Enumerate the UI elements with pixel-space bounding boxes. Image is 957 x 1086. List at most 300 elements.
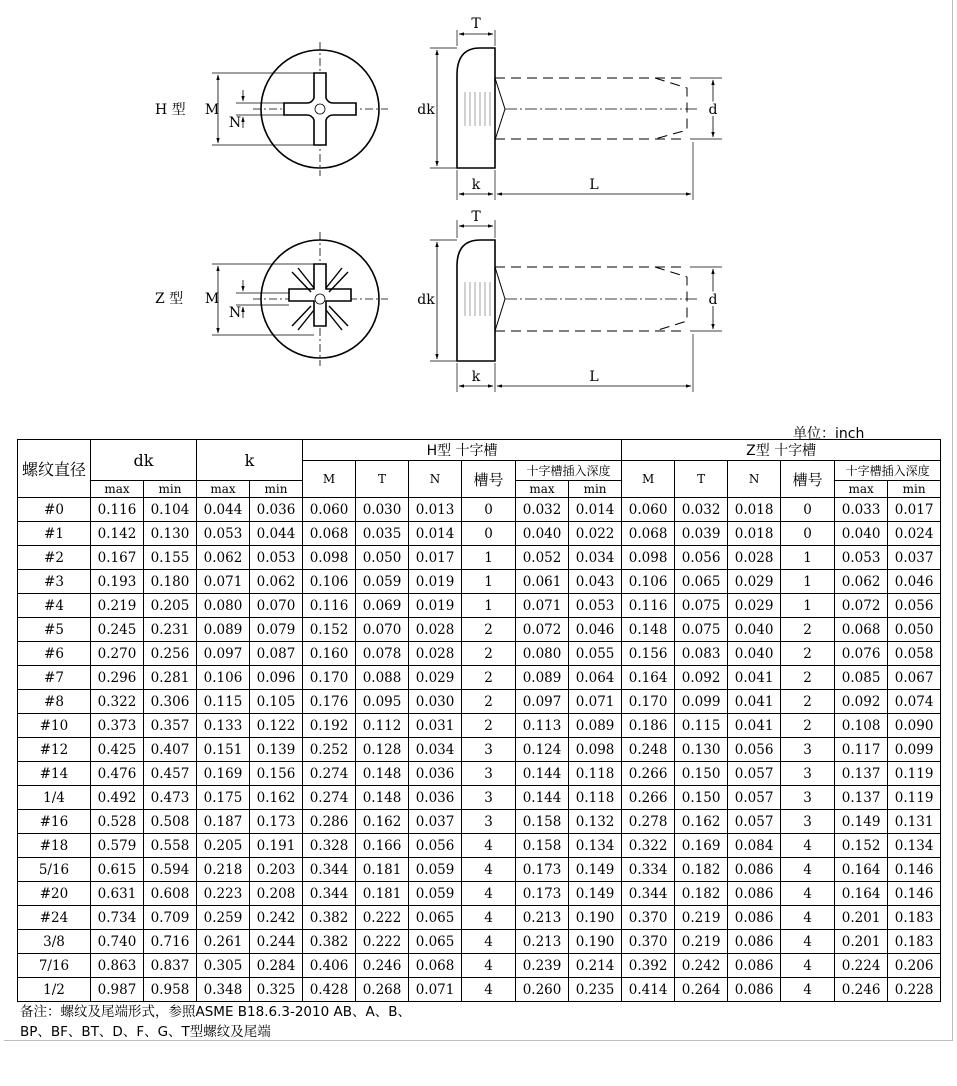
table-cell: 0.261 bbox=[197, 930, 250, 954]
table-row bbox=[18, 762, 941, 786]
table-cell: 0.115 bbox=[675, 714, 728, 738]
table-cell: 0.149 bbox=[835, 810, 888, 834]
table-cell: 0.040 bbox=[835, 522, 888, 546]
table-cell: 0.348 bbox=[197, 978, 250, 1002]
table-cell: 4 bbox=[781, 906, 835, 930]
table-cell: 0.244 bbox=[250, 930, 303, 954]
table-cell: 0.208 bbox=[250, 882, 303, 906]
table-cell: 1 bbox=[781, 546, 835, 570]
table-cell: 0.076 bbox=[835, 642, 888, 666]
table-cell: 4 bbox=[462, 906, 516, 930]
table-cell: 0 bbox=[462, 498, 516, 522]
table-cell: 0.615 bbox=[91, 858, 144, 882]
table-cell: 0.170 bbox=[303, 666, 356, 690]
header-dk-max: max bbox=[91, 481, 144, 498]
table-cell: 0.131 bbox=[888, 810, 941, 834]
table-cell: 0.328 bbox=[303, 834, 356, 858]
table-cell: 4 bbox=[781, 930, 835, 954]
table-cell: 0.118 bbox=[569, 786, 622, 810]
table-cell: 0.053 bbox=[569, 594, 622, 618]
table-cell: 0.218 bbox=[197, 858, 250, 882]
table-cell: 0.065 bbox=[675, 570, 728, 594]
table-row bbox=[18, 810, 941, 834]
table-cell: 0.029 bbox=[728, 594, 781, 618]
table-cell: 0.219 bbox=[675, 906, 728, 930]
table-cell: 0.344 bbox=[622, 882, 675, 906]
table-cell: 0.124 bbox=[516, 738, 569, 762]
table-cell: #8 bbox=[18, 690, 91, 714]
table-cell: 0.062 bbox=[250, 570, 303, 594]
table-cell: 0.014 bbox=[569, 498, 622, 522]
table-cell: 0.067 bbox=[888, 666, 941, 690]
header-k-max: max bbox=[197, 481, 250, 498]
table-cell: 0.958 bbox=[144, 978, 197, 1002]
dim-N-z: N bbox=[228, 305, 242, 321]
table-cell: 0.034 bbox=[569, 546, 622, 570]
table-cell: 0.068 bbox=[409, 954, 462, 978]
table-cell: 0.119 bbox=[888, 786, 941, 810]
table-cell: 0.183 bbox=[888, 906, 941, 930]
table-cell: 0.041 bbox=[728, 690, 781, 714]
table-cell: #18 bbox=[18, 834, 91, 858]
table-cell: 0.528 bbox=[91, 810, 144, 834]
table-cell: 4 bbox=[462, 834, 516, 858]
dim-M-h: M bbox=[204, 102, 220, 118]
table-cell: 0.037 bbox=[888, 546, 941, 570]
table-cell: 0.105 bbox=[250, 690, 303, 714]
table-cell: 0.036 bbox=[409, 786, 462, 810]
table-cell: 0.164 bbox=[622, 666, 675, 690]
table-cell: #3 bbox=[18, 570, 91, 594]
header-z-depth: 十字槽插入深度 bbox=[835, 461, 941, 481]
table-cell: 0.098 bbox=[303, 546, 356, 570]
header-h-depth-min: min bbox=[569, 481, 622, 498]
table-cell: 0.116 bbox=[303, 594, 356, 618]
table-cell: 0.052 bbox=[516, 546, 569, 570]
h-type-label: H 型 bbox=[155, 102, 186, 118]
table-cell: 0.079 bbox=[250, 618, 303, 642]
table-cell: 0.037 bbox=[409, 810, 462, 834]
table-cell: 1/2 bbox=[18, 978, 91, 1002]
table-cell: 1 bbox=[462, 546, 516, 570]
table-cell: 0.344 bbox=[303, 858, 356, 882]
table-cell: 0.060 bbox=[303, 498, 356, 522]
table-cell: 0.065 bbox=[409, 906, 462, 930]
table-cell: 0.166 bbox=[356, 834, 409, 858]
table-cell: 0.274 bbox=[303, 786, 356, 810]
table-cell: 0.206 bbox=[888, 954, 941, 978]
header-z-N: N bbox=[728, 461, 781, 498]
table-cell: 0.044 bbox=[250, 522, 303, 546]
table-row bbox=[18, 570, 941, 594]
header-k: k bbox=[197, 440, 303, 481]
table-row bbox=[18, 594, 941, 618]
table-cell: 0.089 bbox=[569, 714, 622, 738]
table-cell: #4 bbox=[18, 594, 91, 618]
table-cell: 7/16 bbox=[18, 954, 91, 978]
table-cell: 0.071 bbox=[516, 594, 569, 618]
table-cell: 0.118 bbox=[569, 762, 622, 786]
table-cell: 0.414 bbox=[622, 978, 675, 1002]
table-cell: 0.083 bbox=[675, 642, 728, 666]
table-cell: #0 bbox=[18, 498, 91, 522]
table-row bbox=[18, 738, 941, 762]
table-cell: 0.201 bbox=[835, 906, 888, 930]
table-cell: 0.071 bbox=[569, 690, 622, 714]
table-cell: 0.837 bbox=[144, 954, 197, 978]
table-cell: 0.235 bbox=[569, 978, 622, 1002]
h-type-side-view bbox=[417, 16, 722, 200]
table-cell: 0.508 bbox=[144, 810, 197, 834]
table-cell: 4 bbox=[781, 882, 835, 906]
table-cell: 0.252 bbox=[303, 738, 356, 762]
table-row bbox=[18, 978, 941, 1002]
table-cell: 1 bbox=[781, 570, 835, 594]
table-cell: 4 bbox=[781, 834, 835, 858]
table-cell: 0.242 bbox=[250, 906, 303, 930]
table-cell: 0.156 bbox=[250, 762, 303, 786]
table-cell: 0.457 bbox=[144, 762, 197, 786]
table-cell: 0.709 bbox=[144, 906, 197, 930]
table-cell: 3/8 bbox=[18, 930, 91, 954]
table-cell: 0.090 bbox=[888, 714, 941, 738]
table-cell: 0.014 bbox=[409, 522, 462, 546]
table-cell: 0.061 bbox=[516, 570, 569, 594]
table-cell: 0.382 bbox=[303, 906, 356, 930]
table-cell: 0.148 bbox=[622, 618, 675, 642]
table-cell: 0.608 bbox=[144, 882, 197, 906]
table-cell: 0.162 bbox=[675, 810, 728, 834]
table-row bbox=[18, 906, 941, 930]
table-cell: 0.128 bbox=[356, 738, 409, 762]
table-cell: 0.305 bbox=[197, 954, 250, 978]
table-cell: 0.134 bbox=[888, 834, 941, 858]
table-cell: 0.150 bbox=[675, 786, 728, 810]
table-cell: 0.070 bbox=[250, 594, 303, 618]
table-cell: 0.036 bbox=[250, 498, 303, 522]
table-cell: #7 bbox=[18, 666, 91, 690]
table-cell: 0.029 bbox=[728, 570, 781, 594]
table-cell: 0.097 bbox=[197, 642, 250, 666]
table-cell: 0.133 bbox=[197, 714, 250, 738]
table-cell: 3 bbox=[781, 810, 835, 834]
table-cell: 0.716 bbox=[144, 930, 197, 954]
table-cell: 0.044 bbox=[197, 498, 250, 522]
table-cell: 4 bbox=[781, 978, 835, 1002]
dim-d-z: d bbox=[708, 292, 718, 308]
table-cell: 0.734 bbox=[91, 906, 144, 930]
table-cell: 0.296 bbox=[91, 666, 144, 690]
table-cell: 0.142 bbox=[91, 522, 144, 546]
table-cell: 0.169 bbox=[197, 762, 250, 786]
table-cell: 0.106 bbox=[303, 570, 356, 594]
table-cell: 0.053 bbox=[197, 522, 250, 546]
header-z-slot: 槽号 bbox=[781, 461, 835, 498]
table-cell: 0.069 bbox=[356, 594, 409, 618]
table-cell: 0.286 bbox=[303, 810, 356, 834]
table-cell: 0 bbox=[781, 498, 835, 522]
table-cell: 0.158 bbox=[516, 834, 569, 858]
table-cell: 0.053 bbox=[250, 546, 303, 570]
table-cell: 0.030 bbox=[409, 690, 462, 714]
table-cell: 4 bbox=[462, 858, 516, 882]
table-cell: 0.074 bbox=[888, 690, 941, 714]
table-cell: #20 bbox=[18, 882, 91, 906]
table-cell: 0.428 bbox=[303, 978, 356, 1002]
header-h-slot: 槽号 bbox=[462, 461, 516, 498]
table-cell: 0.098 bbox=[622, 546, 675, 570]
table-cell: 0.075 bbox=[675, 618, 728, 642]
table-row bbox=[18, 498, 941, 522]
table-cell: 0.148 bbox=[356, 786, 409, 810]
table-cell: 3 bbox=[781, 738, 835, 762]
table-cell: 3 bbox=[781, 786, 835, 810]
table-cell: 0.222 bbox=[356, 930, 409, 954]
table-cell: 0.144 bbox=[516, 786, 569, 810]
table-cell: 0.018 bbox=[728, 498, 781, 522]
table-cell: 0.214 bbox=[569, 954, 622, 978]
table-cell: 0.173 bbox=[516, 882, 569, 906]
table-cell: #14 bbox=[18, 762, 91, 786]
table-cell: 0.043 bbox=[569, 570, 622, 594]
table-cell: 2 bbox=[781, 618, 835, 642]
table-cell: 0.579 bbox=[91, 834, 144, 858]
table-cell: 0.150 bbox=[675, 762, 728, 786]
dim-N-h: N bbox=[228, 115, 242, 131]
table-cell: 0.357 bbox=[144, 714, 197, 738]
table-cell: 0.019 bbox=[409, 594, 462, 618]
table-cell: 0.164 bbox=[835, 882, 888, 906]
table-row bbox=[18, 522, 941, 546]
table-cell: 0.148 bbox=[356, 762, 409, 786]
z-type-side-view bbox=[417, 209, 722, 392]
table-cell: 0.057 bbox=[728, 810, 781, 834]
table-cell: 0.164 bbox=[835, 858, 888, 882]
table-cell: 0.149 bbox=[569, 882, 622, 906]
dim-k-z: k bbox=[471, 369, 481, 385]
table-cell: 0.086 bbox=[728, 954, 781, 978]
screw-drawing bbox=[0, 0, 957, 420]
table-cell: 0.162 bbox=[250, 786, 303, 810]
table-cell: 0.246 bbox=[356, 954, 409, 978]
table-cell: 0.160 bbox=[303, 642, 356, 666]
table-cell: 0.173 bbox=[250, 810, 303, 834]
table-cell: 0.325 bbox=[250, 978, 303, 1002]
table-cell: 0.028 bbox=[409, 642, 462, 666]
h-type-top-view bbox=[155, 42, 388, 176]
header-z-T: T bbox=[675, 461, 728, 498]
table-cell: 0.056 bbox=[675, 546, 728, 570]
table-cell: 0.095 bbox=[356, 690, 409, 714]
table-cell: 1 bbox=[781, 594, 835, 618]
table-cell: 0.030 bbox=[356, 498, 409, 522]
table-cell: 0.203 bbox=[250, 858, 303, 882]
table-cell: 0.116 bbox=[622, 594, 675, 618]
table-cell: 0.382 bbox=[303, 930, 356, 954]
table-cell: 0.097 bbox=[516, 690, 569, 714]
header-z-depth-min: min bbox=[888, 481, 941, 498]
table-cell: 0.740 bbox=[91, 930, 144, 954]
dim-d-h: d bbox=[708, 102, 718, 118]
table-row bbox=[18, 690, 941, 714]
header-k-min: min bbox=[250, 481, 303, 498]
table-cell: 0.040 bbox=[516, 522, 569, 546]
table-cell: 0.406 bbox=[303, 954, 356, 978]
table-cell: 0.270 bbox=[91, 642, 144, 666]
table-cell: 0.092 bbox=[675, 666, 728, 690]
table-cell: 0.228 bbox=[888, 978, 941, 1002]
table-cell: 0.266 bbox=[622, 786, 675, 810]
table-cell: 5/16 bbox=[18, 858, 91, 882]
table-cell: 0.104 bbox=[144, 498, 197, 522]
table-row bbox=[18, 786, 941, 810]
table-cell: 0.137 bbox=[835, 762, 888, 786]
table-cell: #1 bbox=[18, 522, 91, 546]
note-line-2: BP、BF、BT、D、F、G、T型螺纹及尾端 bbox=[20, 1024, 271, 1040]
table-cell: 0.115 bbox=[197, 690, 250, 714]
table-cell: 0.086 bbox=[728, 978, 781, 1002]
table-cell: 0.041 bbox=[728, 714, 781, 738]
spec-table-body bbox=[18, 498, 941, 1002]
table-cell: 0.080 bbox=[516, 642, 569, 666]
table-cell: 0.162 bbox=[356, 810, 409, 834]
table-cell: 0.058 bbox=[888, 642, 941, 666]
table-cell: 0.086 bbox=[728, 858, 781, 882]
table-cell: 0.264 bbox=[675, 978, 728, 1002]
table-cell: 0.156 bbox=[622, 642, 675, 666]
table-cell: 4 bbox=[462, 978, 516, 1002]
table-cell: 0.040 bbox=[728, 618, 781, 642]
table-cell: 0.152 bbox=[303, 618, 356, 642]
header-h-N: N bbox=[409, 461, 462, 498]
table-cell: 0.266 bbox=[622, 762, 675, 786]
table-cell: 0.035 bbox=[356, 522, 409, 546]
table-cell: 0.019 bbox=[409, 570, 462, 594]
header-h-T: T bbox=[356, 461, 409, 498]
table-cell: 0.033 bbox=[835, 498, 888, 522]
table-cell: 0.173 bbox=[516, 858, 569, 882]
table-row bbox=[18, 858, 941, 882]
table-cell: 0.029 bbox=[409, 666, 462, 690]
table-cell: 0.040 bbox=[728, 642, 781, 666]
table-cell: 1 bbox=[462, 570, 516, 594]
table-cell: 0.155 bbox=[144, 546, 197, 570]
table-cell: 2 bbox=[781, 642, 835, 666]
table-cell: 0.122 bbox=[250, 714, 303, 738]
table-cell: #2 bbox=[18, 546, 91, 570]
dim-L-h: L bbox=[589, 177, 599, 193]
spec-table bbox=[17, 439, 941, 1002]
table-row bbox=[18, 666, 941, 690]
table-cell: 0.306 bbox=[144, 690, 197, 714]
dim-T-h: T bbox=[471, 16, 481, 32]
table-cell: 0.119 bbox=[888, 762, 941, 786]
table-cell: 0.041 bbox=[728, 666, 781, 690]
table-cell: 0.116 bbox=[91, 498, 144, 522]
table-cell: 0.492 bbox=[91, 786, 144, 810]
unit-label: 单位：inch bbox=[793, 426, 865, 442]
table-cell: 3 bbox=[462, 762, 516, 786]
header-thread-diameter: 螺纹直径 bbox=[18, 440, 91, 498]
table-cell: 0.344 bbox=[303, 882, 356, 906]
table-cell: 2 bbox=[462, 618, 516, 642]
note-line-1: 备注：螺纹及尾端形式，参照ASME B18.6.3-2010 AB、A、B、 bbox=[20, 1004, 411, 1020]
table-cell: 0.322 bbox=[91, 690, 144, 714]
table-cell: 0.231 bbox=[144, 618, 197, 642]
table-cell: 4 bbox=[462, 882, 516, 906]
table-cell: 0.284 bbox=[250, 954, 303, 978]
header-h-group: H型 十字槽 bbox=[303, 440, 622, 461]
table-cell: 0.370 bbox=[622, 930, 675, 954]
table-cell: 0.130 bbox=[144, 522, 197, 546]
table-cell: 0.072 bbox=[835, 594, 888, 618]
table-cell: 0.334 bbox=[622, 858, 675, 882]
table-cell: #24 bbox=[18, 906, 91, 930]
table-row bbox=[18, 954, 941, 978]
dim-L-z: L bbox=[589, 369, 599, 385]
header-h-depth-max: max bbox=[516, 481, 569, 498]
table-cell: 0.062 bbox=[197, 546, 250, 570]
table-row bbox=[18, 618, 941, 642]
table-cell: 4 bbox=[781, 954, 835, 978]
table-cell: 0.099 bbox=[888, 738, 941, 762]
table-cell: #16 bbox=[18, 810, 91, 834]
table-cell: 0.259 bbox=[197, 906, 250, 930]
table-cell: 3 bbox=[462, 786, 516, 810]
table-cell: 3 bbox=[462, 810, 516, 834]
table-cell: 0.068 bbox=[835, 618, 888, 642]
table-cell: 0.071 bbox=[409, 978, 462, 1002]
table-cell: 0.239 bbox=[516, 954, 569, 978]
table-cell: 0.558 bbox=[144, 834, 197, 858]
table-cell: 0.106 bbox=[197, 666, 250, 690]
table-cell: 0.181 bbox=[356, 882, 409, 906]
table-cell: 0.182 bbox=[675, 882, 728, 906]
table-cell: 0.190 bbox=[569, 906, 622, 930]
table-cell: 0.089 bbox=[197, 618, 250, 642]
header-h-depth: 十字槽插入深度 bbox=[516, 461, 622, 481]
table-cell: 2 bbox=[462, 690, 516, 714]
table-cell: 0.186 bbox=[622, 714, 675, 738]
table-cell: 0.064 bbox=[569, 666, 622, 690]
table-cell: 0.087 bbox=[250, 642, 303, 666]
table-cell: 0.205 bbox=[144, 594, 197, 618]
table-cell: 0.224 bbox=[835, 954, 888, 978]
table-cell: 0.631 bbox=[91, 882, 144, 906]
table-cell: 0.180 bbox=[144, 570, 197, 594]
table-row bbox=[18, 546, 941, 570]
table-cell: 0.068 bbox=[622, 522, 675, 546]
dim-dk-z: dk bbox=[417, 292, 435, 308]
table-cell: 0.130 bbox=[675, 738, 728, 762]
table-cell: 0.084 bbox=[728, 834, 781, 858]
z-type-label: Z 型 bbox=[155, 291, 184, 307]
table-cell: 0.193 bbox=[91, 570, 144, 594]
table-cell: 0.059 bbox=[356, 570, 409, 594]
table-cell: 0.112 bbox=[356, 714, 409, 738]
table-cell: 0.242 bbox=[675, 954, 728, 978]
header-z-group: Z型 十字槽 bbox=[622, 440, 941, 461]
table-cell: 0.034 bbox=[409, 738, 462, 762]
table-cell: 4 bbox=[462, 954, 516, 978]
table-cell: 0.278 bbox=[622, 810, 675, 834]
table-cell: 0.039 bbox=[675, 522, 728, 546]
table-cell: 0.031 bbox=[409, 714, 462, 738]
table-cell: 1/4 bbox=[18, 786, 91, 810]
table-cell: 0.098 bbox=[569, 738, 622, 762]
table-cell: 0.072 bbox=[516, 618, 569, 642]
table-cell: 0.113 bbox=[516, 714, 569, 738]
